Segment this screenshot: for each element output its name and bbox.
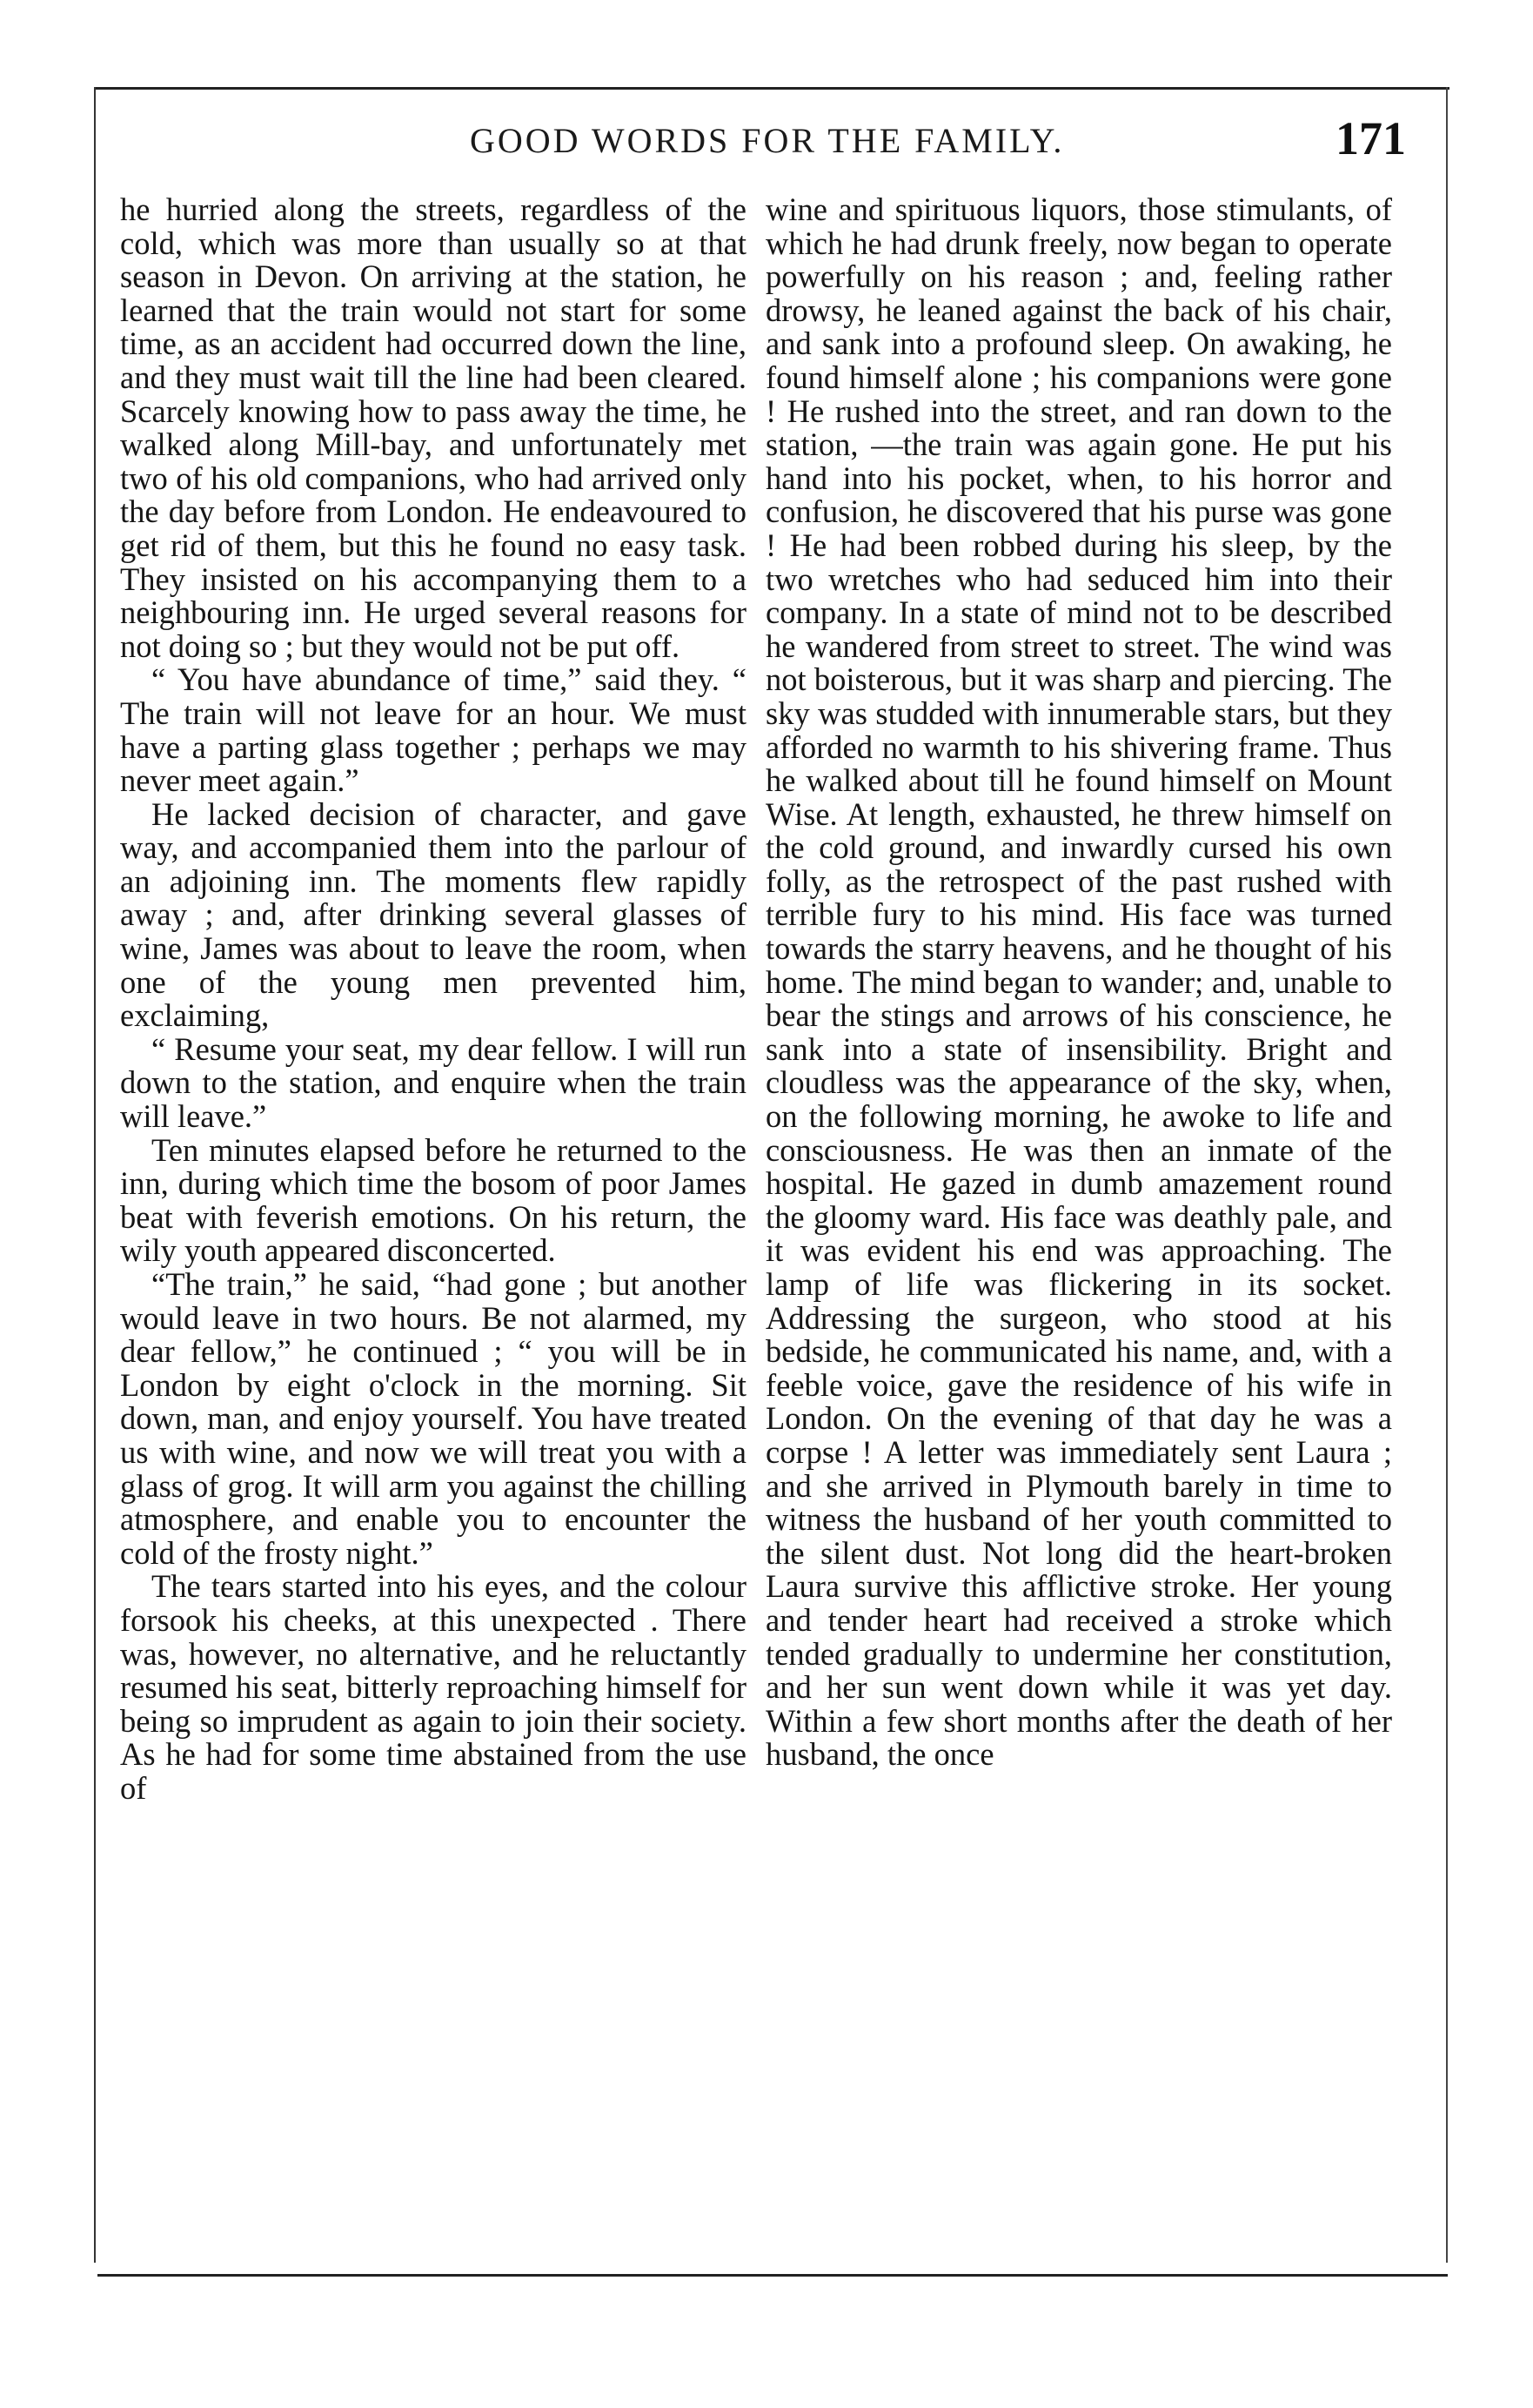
- paragraph: He lacked decision of character, and gave way, and accompanied them into the parlour of an adjoining inn. The moments flew rapidly away ; and, after drinking several glasses of wine, James was about to leave the room, when one of the young men prevented him, exclaiming,: [120, 795, 746, 1034]
- page-rule-right: [1446, 87, 1448, 2263]
- page-rule-left: [94, 87, 96, 2263]
- paragraph: wine and spirituous liquors, those stimulants, of which he had drunk freely, now began to operate powerfully on his reason ; and, feeling rather drowsy, he leaned against the back of his chair, and sank into a profound sleep. On awaking, he found himself alone ; his companions were gone ! He rushed into the street, and ran down to the station, —the train was again gone. He put his hand into his pocket, when, to his horror and confusion, he discovered that his purse was gone ! He had been robbed during his sleep, by the two wretches who had seduced him into their company. In a state of mind not to be described he wandered from street to street. The wind was not boisterous, but it was sharp and piercing. The sky was studded with innumerable stars, but they afforded no warmth to his shivering frame. Thus he walked about till he found himself on Mount Wise. At length, exhausted, he threw himself on the cold ground, and inwardly cursed his own folly, as the retrospect of the past rushed with terrible fury to his mind. His face was turned towards the starry heavens, and he thought of his home. The mind began to wander; and, unable to bear the stings and arrows of his conscience, he sank into a state of insensibility. Bright and cloudless was the appearance of the sky, when, on the following morning, he awoke to life and consciousness. He was then an inmate of the hospital. He gazed in dumb amazement round the gloomy ward. His face was deathly pale, and it was evident his end was approaching. The lamp of life was flickering in its socket. Addressing the surgeon, who stood at his bedside, he communicated his name, and, with a feeble voice, gave the residence of his wife in London. On the evening of that day he was a corpse ! A letter was immediately sent Laura ; and she arrived in Plymouth barely in time to witness the husband of her youth committed to the silent dust. Not long did the heart-broken Laura survive this afflictive stroke. Her young and tender heart had received a stroke which tended gradually to undermine her constitution, and her sun went down while it was yet day. Within a few short months after the death of her husband, the once: [766, 191, 1392, 1773]
- paragraph: Ten minutes elapsed before he returned to the inn, during which time the bosom of poor James beat with feverish emotions. On his return, the wily youth appeared disconcerted.: [120, 1131, 746, 1269]
- running-title: GOOD WORDS FOR THE FAMILY.: [470, 121, 1065, 160]
- page-rule-bottom: [97, 2274, 1448, 2277]
- text-column-left: [120, 193, 746, 1806]
- text-column-right: [766, 193, 1392, 1772]
- paragraph: “The train,” he said, “had gone ; but another would leave in two hours. Be not alarmed, my dear fellow,” he continued ; “ you will be in London by eight o'clock in the morning. Sit down, man, and enjoy yourself. You have treated us with wine, and now we will treat you with a glass of grog. It will arm you against the chilling atmosphere, and enable you to encounter the cold of the frosty night.”: [120, 1266, 746, 1571]
- page-rule-top: [94, 87, 1449, 90]
- paragraph: he hurried along the streets, regardless of the cold, which was more than usually so at that season in Devon. On arriving at the station, he learned that the train would not start for some time, as an accident had occurred down the line, and they must wait till the line had been cleared. Scarcely knowing how to pass away the time, he walked along Mill-bay, and unfortunately met two of his old companions, who had arrived only the day before from London. He endeavoured to get rid of them, but this he found no easy task. They insisted on his accompanying them to a neighbouring inn. He urged several reasons for not doing so ; but they would not be put off.: [120, 191, 746, 664]
- paragraph: “ You have abundance of time,” said they. “ The train will not leave for an hour. We must have a parting glass together ; perhaps we may never meet again.”: [120, 661, 746, 799]
- paragraph: The tears started into his eyes, and the colour forsook his cheeks, at this unexpected . There was, however, no alternative, and he reluctantly resumed his seat, bitterly reproaching himself for being so imprudent as again to join their society. As he had for some time abstained from the use of: [120, 1568, 746, 1806]
- page-number: 171: [1336, 112, 1406, 164]
- paragraph: “ Resume your seat, my dear fellow. I will run down to the station, and enquire when the train will leave.”: [120, 1030, 746, 1135]
